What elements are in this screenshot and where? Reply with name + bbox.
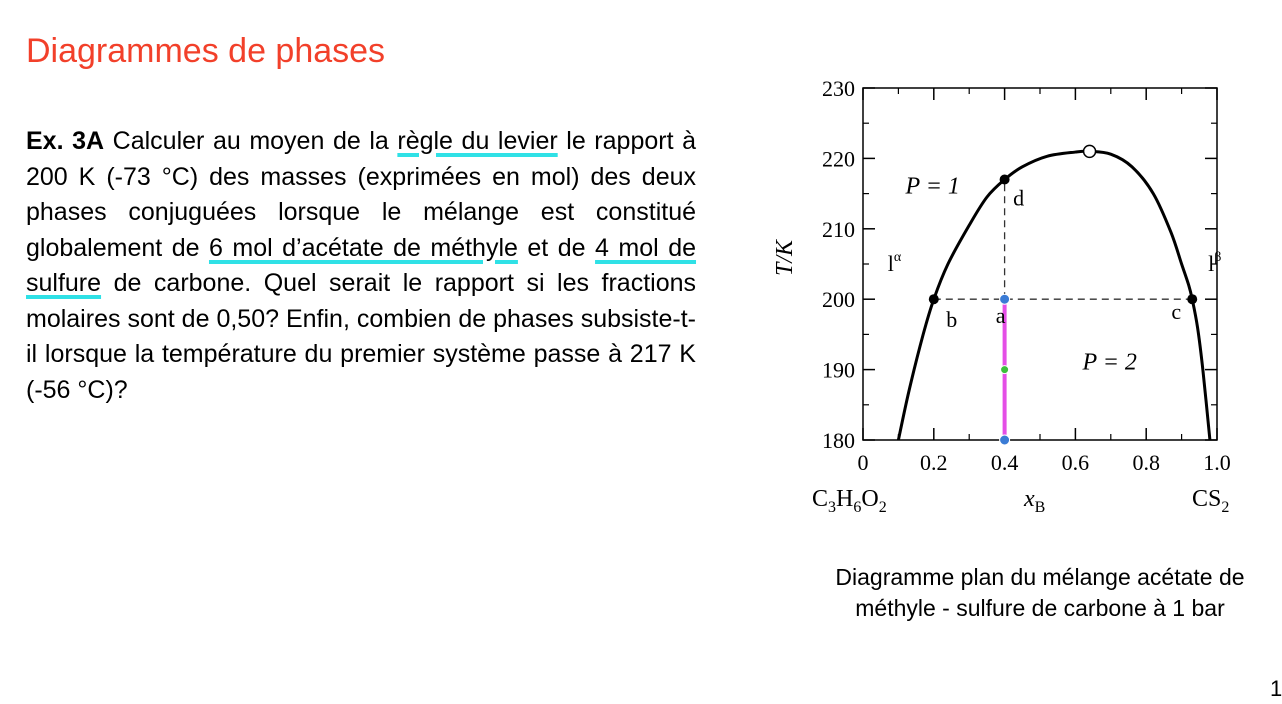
x-tick-label: 0.6	[1061, 450, 1090, 475]
point-label-c: c	[1171, 299, 1182, 325]
point-label-d: d	[1013, 185, 1025, 211]
y-tick-label: 230	[822, 76, 855, 101]
point-label-a: a	[995, 303, 1006, 329]
y-tick-label: 210	[822, 216, 855, 242]
tick-labels	[822, 76, 1231, 475]
x-tick-label: 0.4	[990, 450, 1019, 475]
region-label: P = 2	[1082, 349, 1137, 376]
point-open	[1084, 145, 1096, 157]
plot-frame	[863, 88, 1217, 440]
chart-points	[929, 145, 1197, 445]
y-tick-label: 180	[822, 428, 855, 453]
point-d	[1000, 175, 1010, 185]
phase-diagram	[760, 70, 1260, 520]
highlight-carbon-sulfide: 4 mol de sulfure	[26, 233, 697, 297]
y-axis-label: T/K	[772, 239, 798, 277]
exercise-label: Ex. 3A	[26, 127, 105, 155]
highlight-lever-rule: règle du levier	[397, 127, 558, 155]
region-label: P = 1	[905, 173, 960, 200]
phase-label: $l^\alpha$	[887, 250, 902, 277]
left-component-formula: $C_3H_6O_2$	[812, 486, 887, 516]
slide-title: Diagrammes de phases	[26, 32, 386, 70]
region-labels	[888, 174, 1222, 376]
y-tick-label: 190	[822, 357, 855, 383]
x-axis-label: $x_B$	[1024, 486, 1046, 516]
guide-lines	[934, 180, 1192, 300]
slide-number: 1	[1270, 676, 1282, 701]
x-tick-label: 0.8	[1132, 450, 1160, 475]
right-component-formula: $CS_2$	[1192, 486, 1230, 516]
x-tick-label: 0	[857, 450, 869, 475]
point-label-b: b	[946, 307, 958, 333]
point-blue	[1000, 435, 1010, 445]
figure-caption: Diagramme plan du mélange acétate de méthyle - sulfure de carbone à 1 bar	[835, 564, 1245, 621]
exercise-text	[26, 124, 696, 408]
x-tick-label: 1.0	[1203, 450, 1231, 475]
x-tick-label: 0.2	[920, 450, 948, 475]
highlight-methyl-acetate: 6 mol d’acétate de méthyle	[208, 233, 518, 262]
y-tick-label: 220	[822, 146, 855, 172]
point-green	[1001, 366, 1009, 374]
exercise-text-part-2: le rapport à 200 K (-73 °C) des masses (exprimées en mol) des deux phases conjuguées lorsque le mélange est constitué globalement de	[26, 127, 697, 262]
exercise-text-part-1: Calculer au moyen de la	[104, 127, 398, 155]
exercise-text-part-3: et de	[517, 233, 596, 262]
phase-label: $l^\beta$	[1208, 250, 1222, 277]
point-b	[929, 294, 939, 304]
chart-frame-and-ticks	[863, 88, 1217, 440]
point-c	[1187, 294, 1197, 304]
exercise-text-part-4: de carbone. Quel serait le rapport si les fractions molaires sont de 0,50? Enfin, combien de phases subsiste-t-il lorsque la température du premier système passe à 217 K (-56 °C)?	[26, 269, 696, 404]
y-tick-label: 200	[822, 287, 855, 313]
